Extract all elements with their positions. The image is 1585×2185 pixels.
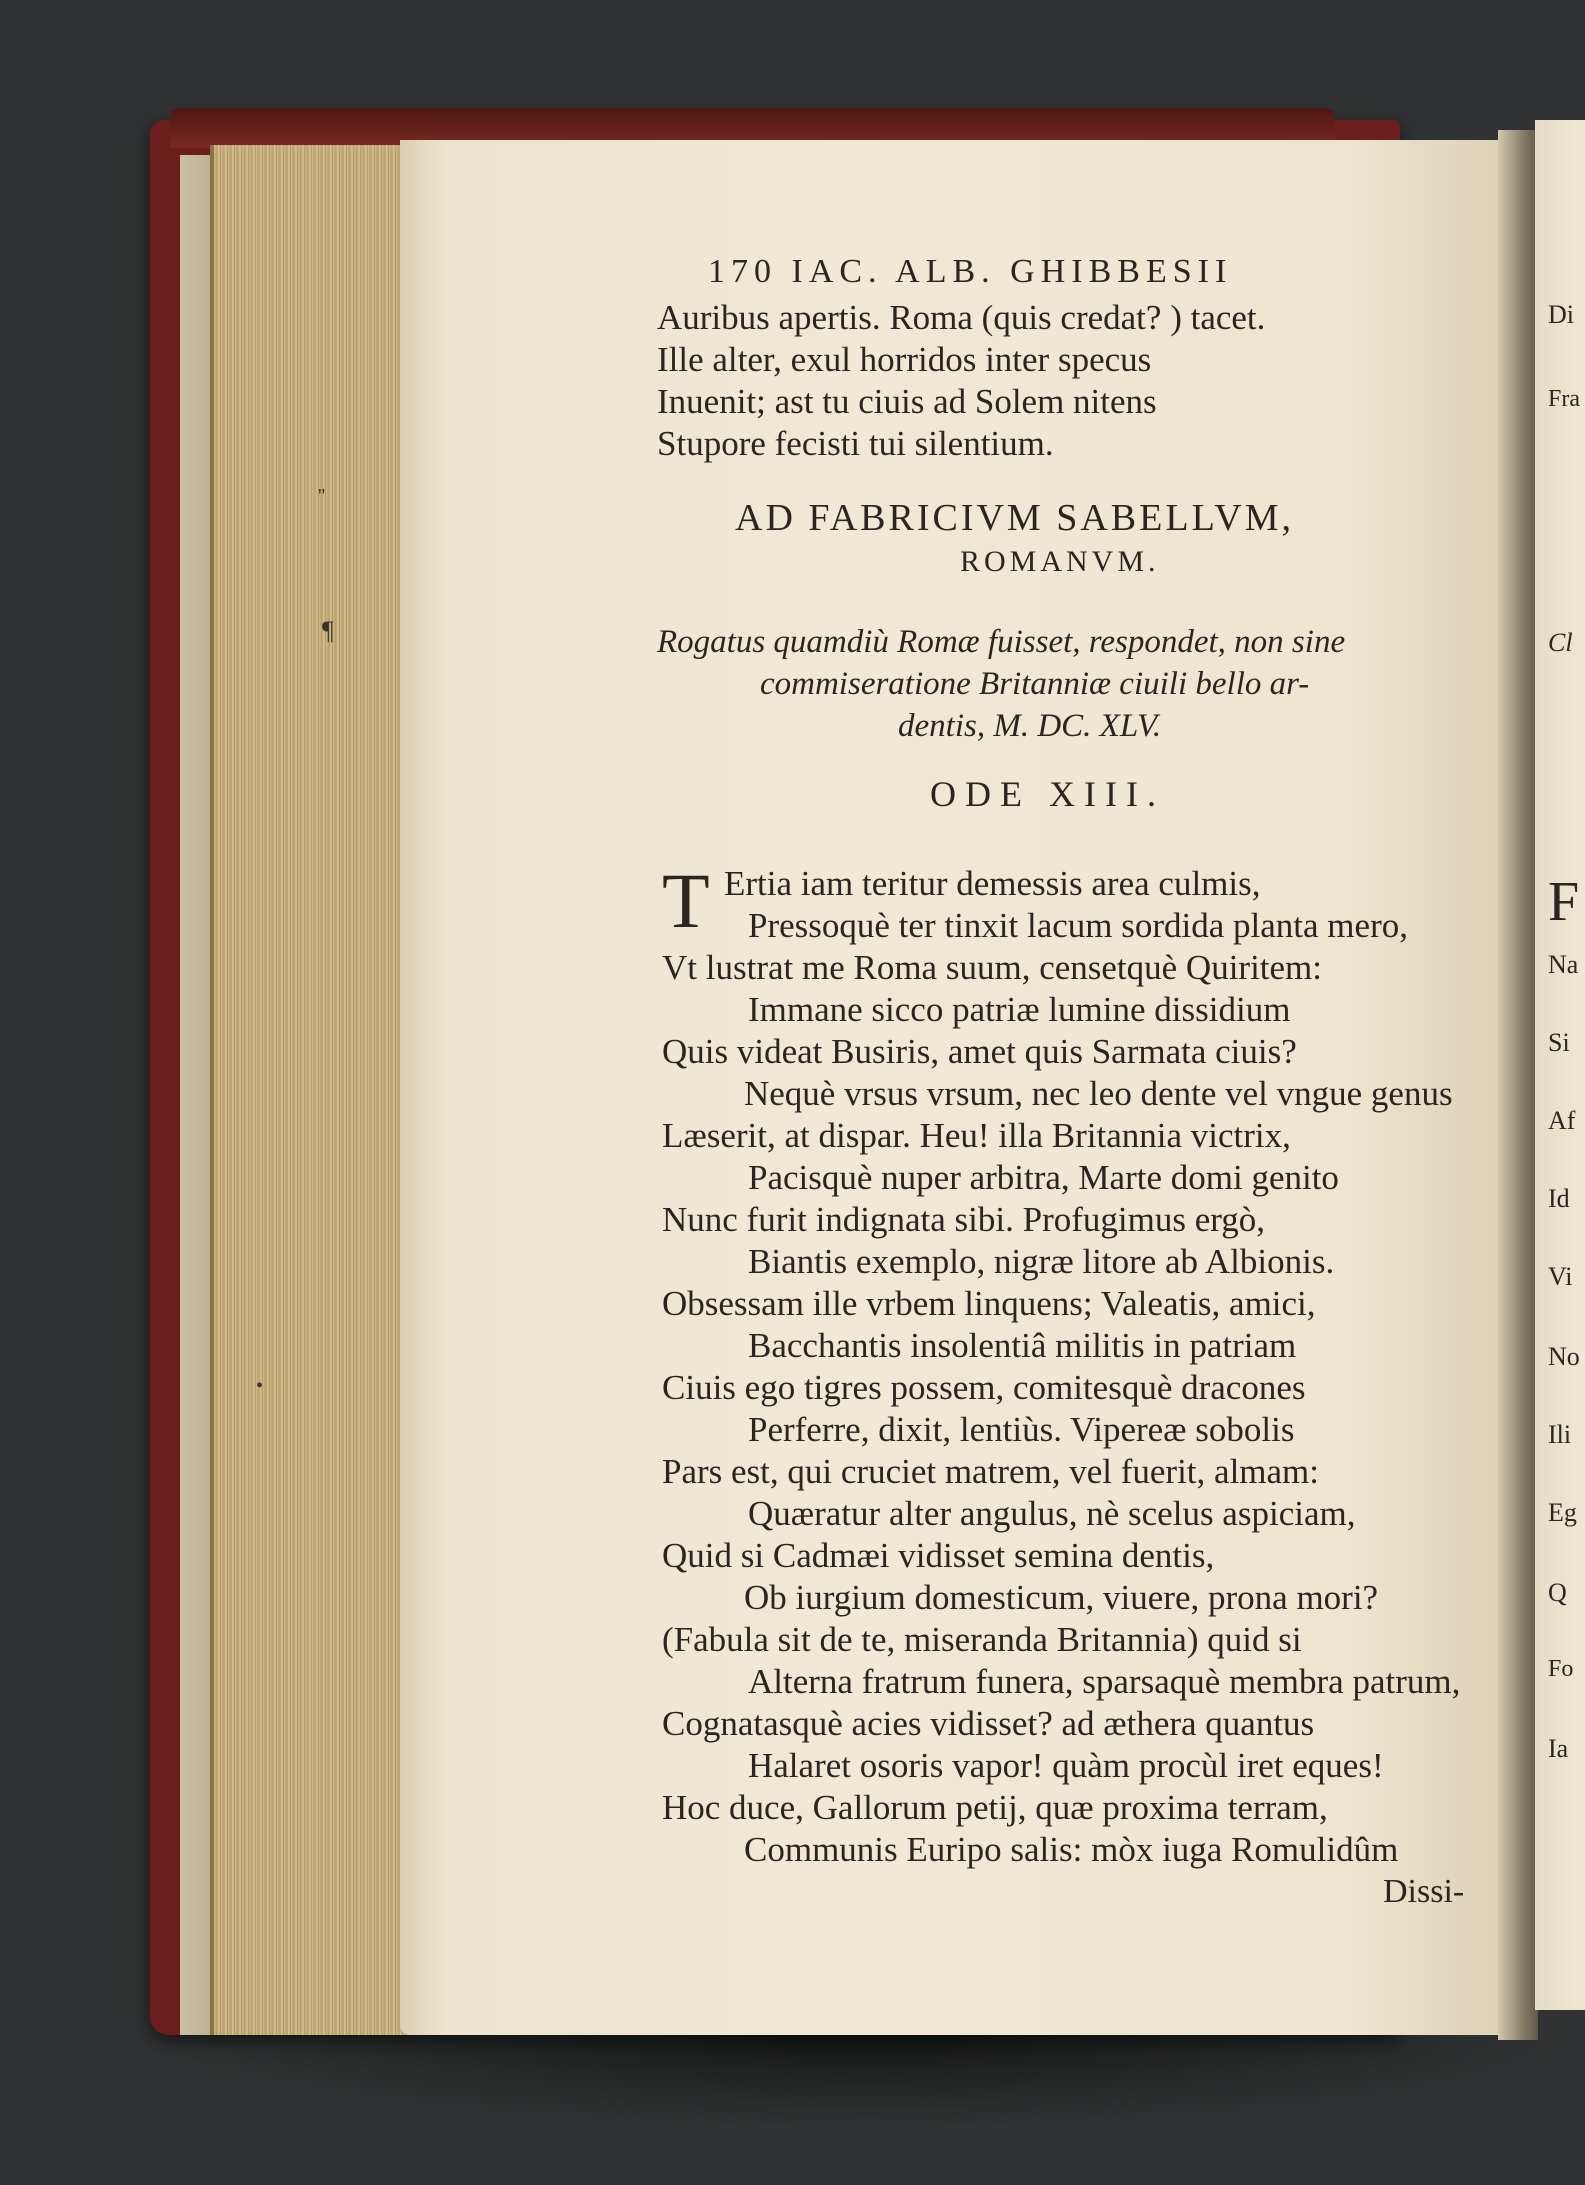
page-stack-edge — [210, 145, 409, 2035]
facing-fragment: Si — [1548, 1028, 1570, 1057]
facing-fragment: Ia — [1548, 1734, 1569, 1763]
facing-fragment: No — [1548, 1342, 1580, 1371]
ink-mark: • — [256, 1375, 264, 1397]
verse-line: Communis Euripo salis: mòx iuga Romulidûm — [744, 1830, 1399, 1869]
verse-line: Quis videat Busiris, amet quis Sarmata ciuis? — [662, 1032, 1297, 1071]
book-gutter — [1498, 130, 1538, 2040]
ink-mark: '' — [318, 485, 326, 507]
facing-fragment: Af — [1548, 1106, 1576, 1135]
poem-title-sub: ROMANVM. — [960, 545, 1160, 578]
argument-line: Rogatus quamdiù Romæ fuisset, respondet, non sine — [657, 624, 1346, 660]
facing-fragment: Vi — [1548, 1262, 1573, 1291]
facing-fragment: Q — [1548, 1578, 1567, 1607]
verse-line: Pacisquè nuper arbitra, Marte domi genito — [748, 1158, 1339, 1197]
catchword: Dissi- — [1383, 1873, 1465, 1910]
verse-line: Pressoquè ter tinxit lacum sordida planta mero, — [748, 906, 1408, 945]
verse-line: Halaret osoris vapor! quàm procùl iret eques! — [748, 1746, 1384, 1785]
verse-line: Læserit, at dispar. Heu! illa Britannia victrix, — [662, 1116, 1291, 1155]
verse-line: Pars est, qui cruciet matrem, vel fuerit, almam: — [662, 1452, 1320, 1491]
verse-line: Alterna fratrum funera, sparsaquè membra patrum, — [748, 1662, 1461, 1701]
verse-line: Biantis exemplo, nigræ litore ab Albionis. — [748, 1242, 1335, 1281]
text-line: Inuenit; ast tu ciuis ad Solem nitens — [657, 382, 1157, 421]
verse-line: Obsessam ille vrbem linquens; Valeatis, amici, — [662, 1284, 1316, 1323]
facing-fragment: Fra — [1548, 386, 1580, 412]
text-line: Auribus apertis. Roma (quis credat? ) tacet. — [657, 298, 1266, 337]
verse-line: Nequè vrsus vrsum, nec leo dente vel vngue genus — [744, 1074, 1453, 1113]
text-line: Stupore fecisti tui silentium. — [657, 424, 1054, 463]
verse-line: Cognatasquè acies vidisset? ad æthera quantus — [662, 1704, 1315, 1743]
facing-fragment: Eg — [1548, 1498, 1577, 1527]
facing-fragment: Id — [1548, 1184, 1570, 1213]
verse-line: (Fabula sit de te, miseranda Britannia) quid si — [662, 1620, 1302, 1659]
argument-line: dentis, M. DC. XLV. — [898, 708, 1162, 744]
argument-line: commiseratione Britanniæ ciuili bello ar- — [760, 666, 1310, 702]
verse-line: Ertia iam teritur demessis area culmis, — [724, 864, 1261, 903]
verse-line: Quid si Cadmæi vidisset semina dentis, — [662, 1536, 1215, 1575]
facing-fragment: Na — [1548, 950, 1579, 979]
running-header: 170 IAC. ALB. GHIBBESII — [708, 253, 1233, 290]
verse-line: Ciuis ego tigres possem, comitesquè dracones — [662, 1368, 1306, 1407]
facing-fragment: Di — [1548, 300, 1574, 329]
text-line: Ille alter, exul horridos inter specus — [657, 340, 1152, 379]
verse-line: Hoc duce, Gallorum petij, quæ proxima terram, — [662, 1788, 1328, 1827]
facing-fragment: Fo — [1548, 1656, 1574, 1682]
verse-line: Vt lustrat me Roma suum, censetquè Quiritem: — [662, 948, 1323, 987]
verse-line: Immane sicco patriæ lumine dissidium — [748, 990, 1291, 1029]
facing-fragment: Cl — [1548, 628, 1573, 657]
ink-mark: ¶ — [322, 616, 334, 645]
drop-cap: T — [662, 857, 710, 944]
facing-fragment: Ili — [1548, 1420, 1572, 1449]
verse-line: Bacchantis insolentiâ militis in patriam — [748, 1326, 1297, 1365]
verse-line: Perferre, dixit, lentiùs. Vipereæ sobolis — [748, 1410, 1295, 1449]
verse-line: Ob iurgium domesticum, viuere, prona mori? — [744, 1578, 1379, 1617]
poem-title: AD FABRICIVM SABELLVM, — [735, 497, 1295, 539]
ode-title: ODE XIII. — [930, 774, 1165, 814]
verse-line: Nunc furit indignata sibi. Profugimus ergò, — [662, 1200, 1266, 1239]
verse-line: Quæratur alter angulus, nè scelus aspiciam, — [748, 1494, 1356, 1533]
facing-fragment: F — [1548, 871, 1580, 933]
